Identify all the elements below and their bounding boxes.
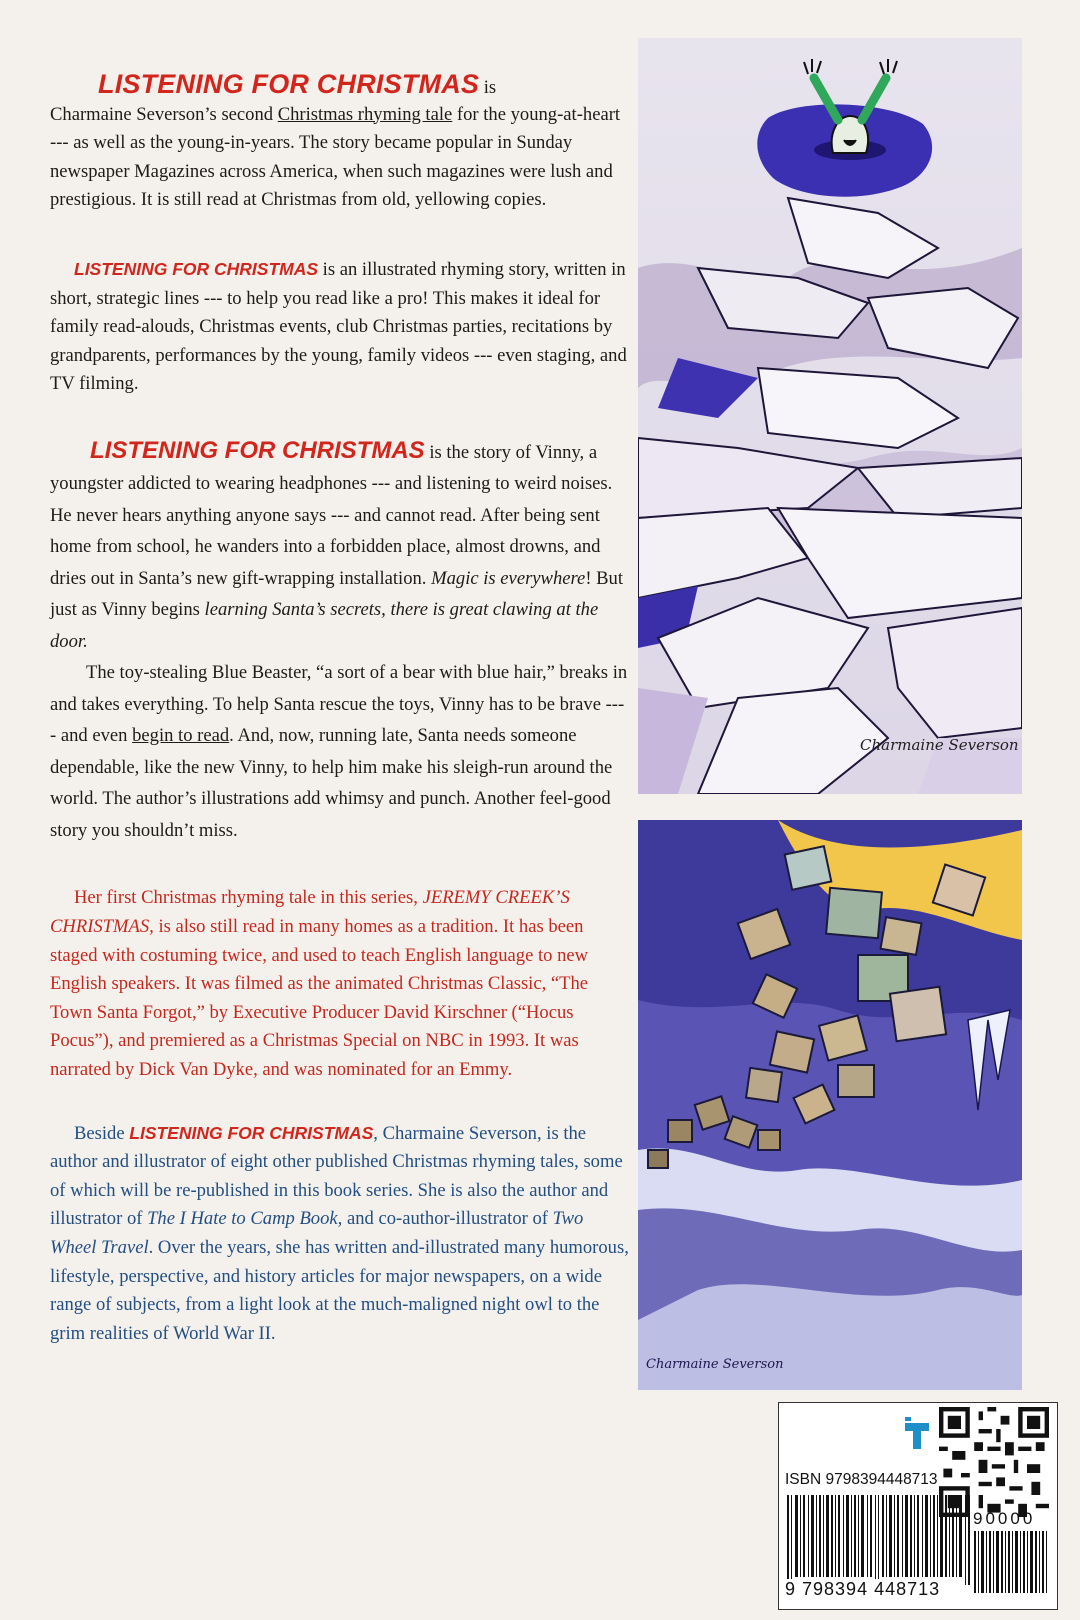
illustration-flying-presents bbox=[638, 820, 1022, 1390]
book-title-story: LISTENING FOR CHRISTMAS bbox=[90, 436, 425, 464]
publisher-logo-icon bbox=[899, 1413, 939, 1453]
intro-after-title: is bbox=[479, 77, 497, 98]
underlined-begin-to-read: begin to read bbox=[132, 725, 230, 747]
underlined-phrase: Christmas rhyming tale bbox=[277, 103, 453, 125]
isbn-barcode-box bbox=[778, 1402, 1058, 1610]
artist-signature-1: Charmaine Severson bbox=[860, 736, 1019, 754]
barcode-digits: 9 798394 448713 bbox=[785, 1579, 941, 1599]
paragraph-intro bbox=[98, 70, 630, 103]
isbn-label: ISBN 9798394448713 bbox=[785, 1471, 938, 1488]
paragraph-first-tale: Her first Christmas rhyming tale in this series, JEREMY CREEK’S CHRISTMAS, is also still read in many homes as a tradition. It has been staged with costuming twice, and used to teach English language to new English speakers. It was filmed as the animated Christmas Classic, “The Town Santa Forgot,” by Executive Producer David Kirschner (“Hocus Pocus”), and premiered as a Christmas Special on NBC in 1993. It was narrated by Dick Van Dyke, and was nominated for an Emmy. bbox=[50, 887, 589, 1080]
presents-painting bbox=[638, 820, 1022, 1390]
paragraph-story: LISTENING FOR CHRISTMAS is the story of Vinny, a youngster addicted to wearing headphones --- and listening to weird noises. He never hears anything anyone says --- and cannot read. After being sent home from school, he wanders into a forbidden place, almost drowns, and dries out in Santa’s new gift-wrapping installation. Magic is everywhere! But just as Vinny begins learning Santa’s secrets, there is great clawing at the door. bbox=[50, 436, 624, 652]
isbn-barcode bbox=[785, 1495, 977, 1585]
ice-floes-painting bbox=[638, 38, 1022, 794]
price-code: 90000 bbox=[973, 1509, 1036, 1528]
paragraph-author-bio: Beside LISTENING FOR CHRISTMAS, Charmaine Severson, is the author and illustrator of eight other published Christmas rhyming tales, some of which will be re-published in this book series. She is also the author and illustrator of The I Hate to Camp Book, and co-author-illustrator of Two Wheel Travel. Over the years, she has written and-illustrated many humorous, lifestyle, perspective, and history articles for major newspapers, on a wide range of subjects, from a light look at the much-maligned night owl to the grim realities of World War II. bbox=[50, 1122, 629, 1344]
back-cover-text bbox=[50, 70, 630, 1348]
paragraph-format: LISTENING FOR CHRISTMAS is an illustrated rhyming story, written in short, strategic lines --- to help you read like a pro! This makes it ideal for family read-alouds, Christmas events, club Christmas parties, recitations by grandparents, performances by the young, family videos --- even staging, and TV filming. bbox=[50, 258, 627, 395]
paragraph-intro-body: Charmaine Severson’s second Christmas rhyming tale for the young-at-heart --- as well as the young-in-years. The story became popular in Sunday newspaper Magazines across America, when such magazines were lush and prestigious. It is still read at Christmas from old, yellowing copies. bbox=[50, 103, 621, 211]
illustration-ice-floes bbox=[638, 38, 1022, 794]
artist-signature-2: Charmaine Severson bbox=[646, 1357, 784, 1372]
book-title-bio: LISTENING FOR CHRISTMAS bbox=[129, 1122, 374, 1143]
price-barcode bbox=[973, 1531, 1049, 1593]
jeremy-creek-title: JEREMY CREEK’S CHRISTMAS, bbox=[50, 887, 570, 938]
book-title: LISTENING FOR CHRISTMAS bbox=[98, 69, 480, 99]
book-title-inline: LISTENING FOR CHRISTMAS bbox=[74, 258, 319, 279]
paragraph-plot: The toy-stealing Blue Beaster, “a sort of a bear with blue hair,” breaks in and takes everything. To help Santa rescue the toys, Vinny has to be brave ---- and even begin to read. And, now, running late, Santa needs someone dependable, like the new Vinny, to help him make his sleigh-run around the world. The author’s illustrations add whimsy and punch. Another feel-good story you shouldn’t miss. bbox=[50, 662, 628, 841]
